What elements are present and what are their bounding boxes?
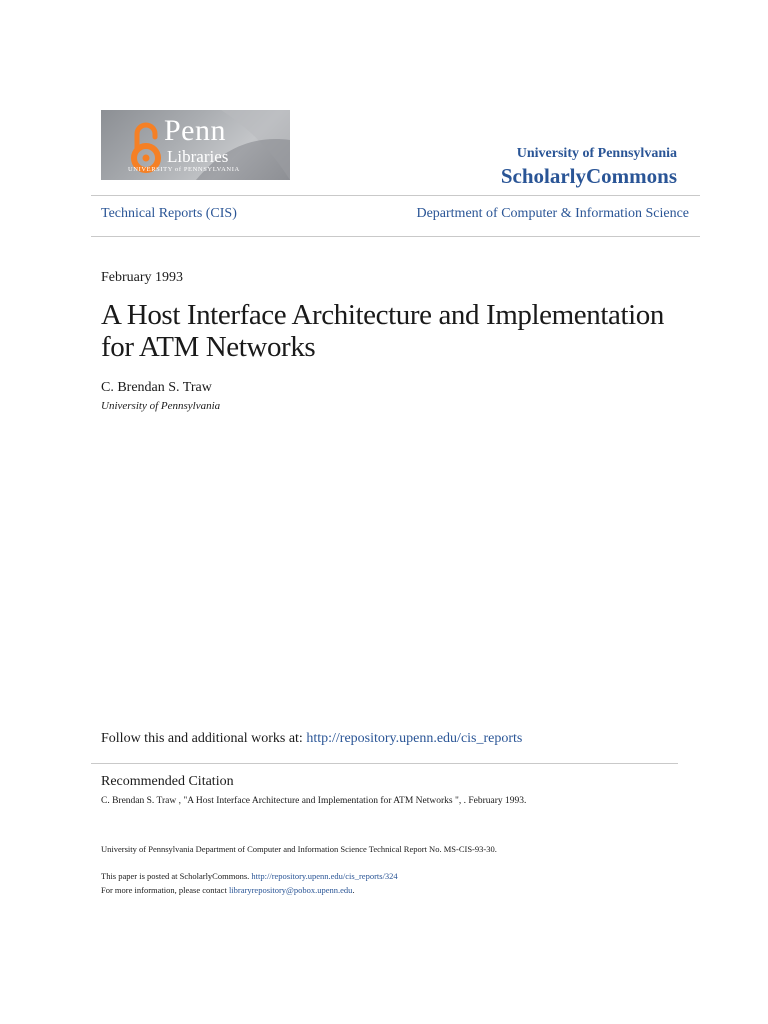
penn-libraries-logo[interactable] [101, 110, 290, 180]
series-link[interactable]: Technical Reports (CIS) [101, 206, 237, 221]
citation-text: C. Brendan S. Traw , "A Host Interface Architecture and Implementation for ATM Networks ", . February 1993. [101, 796, 527, 806]
repository-brand [501, 146, 677, 188]
header-divider-top [91, 195, 700, 196]
follow-line [101, 731, 522, 747]
university-link[interactable]: University of Pennsylvania [516, 146, 677, 161]
header-divider-bottom [91, 236, 700, 237]
posted-label: This paper is posted at ScholarlyCommons. [101, 871, 252, 881]
contact-label: For more information, please contact [101, 885, 229, 895]
contact-email-link[interactable]: libraryrepository@pobox.upenn.edu [228, 885, 353, 895]
contact-end: . [352, 885, 355, 895]
posted-link[interactable]: http://repository.upenn.edu/cis_reports/324 [251, 871, 398, 881]
logo-university-text: UNIVERSITY of PENNSYLVANIA [128, 166, 240, 173]
scholarlycommons-link[interactable]: ScholarlyCommons [500, 164, 677, 188]
author-name: C. Brendan S. Traw [101, 380, 212, 395]
logo-penn-text: Penn [164, 114, 226, 147]
posted-line [101, 871, 398, 881]
department-link[interactable]: Department of Computer & Information Science [416, 206, 689, 221]
paper-title: A Host Interface Architecture and Implementation for ATM Networks [101, 299, 664, 363]
citation-heading: Recommended Citation [101, 774, 234, 789]
logo-libraries-text: Libraries [167, 147, 229, 166]
report-number: University of Pennsylvania Department of Computer and Information Science Technical Report No. MS-CIS-93-30. [101, 844, 497, 854]
publication-date: February 1993 [101, 270, 184, 285]
follow-link[interactable]: http://repository.upenn.edu/cis_reports [306, 731, 523, 746]
citation-divider [91, 763, 678, 764]
author-affiliation: University of Pennsylvania [101, 400, 221, 412]
contact-line [101, 885, 355, 895]
follow-label: Follow this and additional works at: [101, 731, 307, 746]
